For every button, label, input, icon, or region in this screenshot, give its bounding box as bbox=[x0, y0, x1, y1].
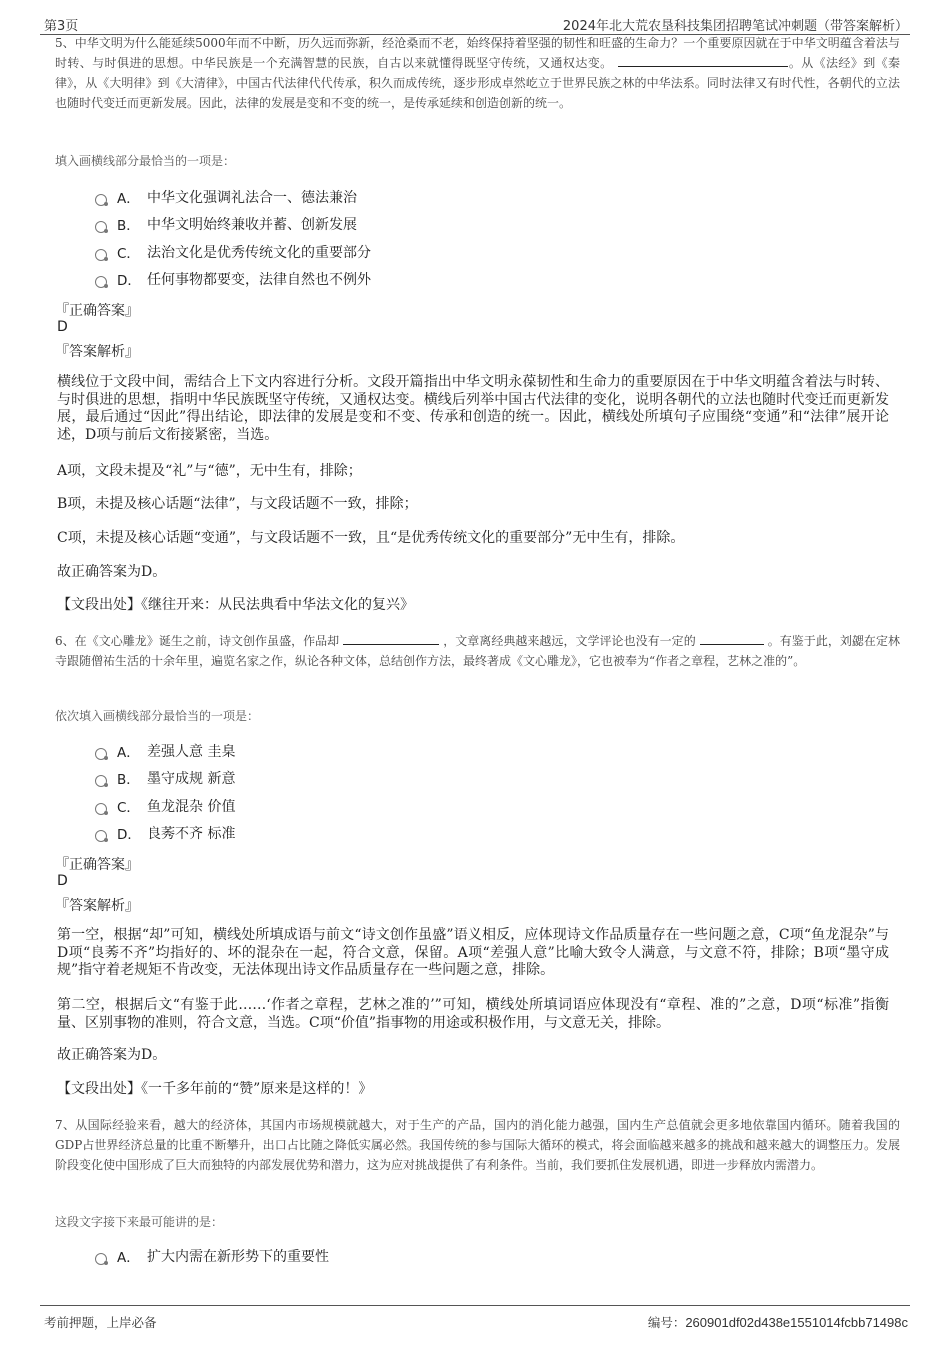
q5-options bbox=[95, 183, 371, 293]
footer-code-label: 编号： bbox=[647, 1315, 686, 1330]
q5-stem-part-b: 。从《法经》到《秦律》，从《大明律》到《大清律》，中国古代法律代代传承，积久而成传统，逐步形成卓然屹立于世界民族之林的中华法系。同时法律又有时代性，各朝代的立法也随时代变迁而更新发展。因此，法律的发展是变和不变的统一，是传承延续和创造创新的统一。 bbox=[55, 56, 900, 110]
q6-stem-part-a: 6、在《文心雕龙》诞生之前，诗文创作虽盛，作品却 bbox=[55, 634, 340, 648]
q5-analysis-para: B项，未提及核心话题“法律”，与文段话题不一致，排除； bbox=[57, 496, 418, 512]
q5-source: 【文段出处】《继往开来：从民法典看中华法文化的复兴》 bbox=[57, 597, 414, 613]
q5-stem bbox=[55, 33, 900, 113]
q5-option-a[interactable] bbox=[95, 183, 371, 211]
radio-icon[interactable] bbox=[95, 221, 107, 233]
footer-code-group bbox=[648, 1313, 908, 1331]
option-text: 扩大内需在新形势下的重要性 bbox=[147, 1248, 329, 1265]
q5-option-d[interactable] bbox=[95, 266, 371, 294]
option-key: B． bbox=[117, 772, 140, 789]
q5-blank bbox=[618, 54, 756, 67]
option-text: 中华文明始终兼收并蓄、创新发展 bbox=[147, 217, 357, 234]
q5-option-c[interactable] bbox=[95, 238, 371, 266]
q6-stem bbox=[55, 631, 900, 671]
page-footer bbox=[40, 1305, 910, 1331]
option-text: 中华文化强调礼法合一、德法兼治 bbox=[147, 189, 357, 206]
option-key: D． bbox=[117, 273, 141, 290]
option-key: B． bbox=[117, 218, 140, 235]
page-number: 第3页 bbox=[44, 19, 79, 34]
option-text: 良莠不齐 标准 bbox=[147, 826, 236, 843]
option-text: 鱼龙混杂 价值 bbox=[147, 798, 236, 815]
q5-answer: D bbox=[57, 319, 68, 335]
q6-option-b[interactable] bbox=[95, 765, 235, 793]
q5-option-b[interactable] bbox=[95, 211, 371, 239]
radio-icon[interactable] bbox=[95, 748, 107, 760]
q5-blank-cont bbox=[756, 54, 788, 67]
q5-prompt: 填入画横线部分最恰当的一项是： bbox=[55, 154, 236, 168]
page-content bbox=[55, 0, 900, 1305]
q6-analysis-label: 『答案解析』 bbox=[55, 898, 139, 914]
q5-analysis-label: 『答案解析』 bbox=[55, 344, 139, 360]
q7-stem: 7、从国际经验来看，越大的经济体，其国内市场规模就越大，对于生产的产品，国内的消化能力越强，国内生产总值就会更多地依靠国内循环。随着我国的GDP占世界经济总量的比重不断攀升，出口占比随之降低实属必然。我国传统的参与国际大循环的模式，将会面临越来越多的挑战和越来越大的调整压力。发展阶段变化使中国形成了巨大而独特的内部发展优势和潜力，这为应对挑战提供了有利条件。当前，我们要抓住发展机遇，即进一步释放内需潜力。 bbox=[55, 1118, 900, 1172]
q5-stem-part-a: 5、中华文明为什么能延续5000年而不中断，历久远而弥新，经沧桑而不老，始终保持着坚强的韧性和旺盛的生命力？一个重要原因就在于中华文明蕴含着法与时转、与时俱进的思想。中华民族是一个充满智慧的民族，自古以来就懂得既坚守传统，又通权达变。 bbox=[55, 36, 900, 70]
radio-icon[interactable] bbox=[95, 249, 107, 261]
radio-icon[interactable] bbox=[95, 276, 107, 288]
option-text: 法治文化是优秀传统文化的重要部分 bbox=[147, 244, 371, 261]
footer-slogan: 考前押题，上岸必备 bbox=[44, 1315, 157, 1330]
radio-icon[interactable] bbox=[95, 775, 107, 787]
option-key: A． bbox=[117, 1249, 140, 1266]
option-key: A． bbox=[117, 190, 140, 207]
q6-answer: D bbox=[57, 873, 68, 889]
q6-stem-part-c: 。有鉴于此，刘勰在定林寺跟随僧祐生活的十余年里，遍览名家之作，纵论各种文体，总结创作方法，最终著成《文心雕龙》，它也被奉为“作者之章程，艺林之准的”。 bbox=[55, 634, 900, 668]
option-key: C． bbox=[117, 245, 140, 262]
q6-blank-1 bbox=[343, 632, 439, 645]
option-text: 差强人意 圭臬 bbox=[147, 743, 236, 760]
q5-answer-label: 『正确答案』 bbox=[55, 303, 139, 319]
q6-option-c[interactable] bbox=[95, 792, 235, 820]
q6-source: 【文段出处】《一千多年前的“赞”原来是这样的！》 bbox=[57, 1081, 373, 1097]
document-title: 2024年北大荒农垦科技集团招聘笔试冲刺题（带答案解析） bbox=[562, 19, 908, 34]
radio-icon[interactable] bbox=[95, 803, 107, 815]
radio-icon[interactable] bbox=[95, 1253, 107, 1265]
q7-prompt: 这段文字接下来最可能讲的是： bbox=[55, 1215, 224, 1229]
q6-analysis-para: 第一空，根据“却”可知，横线处所填成语与前文“诗文创作虽盛”语义相反，应体现诗文作品质量存在一些问题之意，C项“鱼龙混杂”与D项“良莠不齐”均指好的、坏的混杂在一起，符合文意，保留。A项“差强人意”比喻大致令人满意，与文意不符，排除；B项“墨守成规”指守着老规矩不肯改变，无法体现出诗文作品质量存在一些问题之意，排除。 bbox=[57, 927, 889, 978]
q6-option-a[interactable] bbox=[95, 737, 235, 765]
q5-analysis-para: A项，文段未提及“礼”与“德”，无中生有，排除； bbox=[57, 463, 362, 479]
option-key: A． bbox=[117, 744, 140, 761]
radio-icon[interactable] bbox=[95, 194, 107, 206]
q6-analysis-para: 第二空，根据后文“有鉴于此……‘作者之章程，艺林之准的’”可知，横线处所填词语应体现没有“章程、准的”之意，D项“标准”指衡量、区别事物的准则，符合文意，当选。C项“价值”指事物的用途或积极作用，与文意无关，排除。 bbox=[57, 997, 889, 1031]
q6-analysis-para: 故正确答案为D。 bbox=[57, 1047, 167, 1063]
q6-stem-part-b: ，文章离经典越来越远，文学评论也没有一定的 bbox=[443, 634, 696, 648]
option-text: 任何事物都要变，法律自然也不例外 bbox=[147, 272, 371, 289]
q5-analysis-para: C项，未提及核心话题“变通”，与文段话题不一致，且“是优秀传统文化的重要部分”无中生有，排除。 bbox=[57, 530, 685, 546]
q7-options bbox=[95, 1242, 329, 1270]
radio-icon[interactable] bbox=[95, 830, 107, 842]
q6-option-d[interactable] bbox=[95, 820, 235, 848]
q6-answer-label: 『正确答案』 bbox=[55, 857, 139, 873]
option-text: 墨守成规 新意 bbox=[147, 771, 236, 788]
footer-code: 260901df02d438e1551014fcbb71498c bbox=[685, 1315, 908, 1330]
q6-blank-2 bbox=[700, 632, 764, 645]
option-key: D． bbox=[117, 827, 141, 844]
option-key: C． bbox=[117, 799, 140, 816]
q5-analysis-para: 横线位于文段中间，需结合上下文内容进行分析。文段开篇指出中华文明永葆韧性和生命力的重要原因在于中华文明蕴含着法与时转、与时俱进的思想，指明中华民族既坚守传统，又通权达变。横线后列举中国古代法律的变化，说明各朝代的立法也随时代变迁而更新发展，最后通过“因此”得出结论，即法律的发展是变和不变、传承和创造的统一。因此，横线处所填句子应围绕“变通”和“法律”展开论述，D项与前后文衔接紧密，当选。 bbox=[57, 374, 889, 443]
q7-option-a[interactable] bbox=[95, 1242, 329, 1270]
q6-options bbox=[95, 737, 235, 847]
q6-prompt: 依次填入画横线部分最恰当的一项是： bbox=[55, 709, 260, 723]
q5-analysis-para: 故正确答案为D。 bbox=[57, 564, 167, 580]
